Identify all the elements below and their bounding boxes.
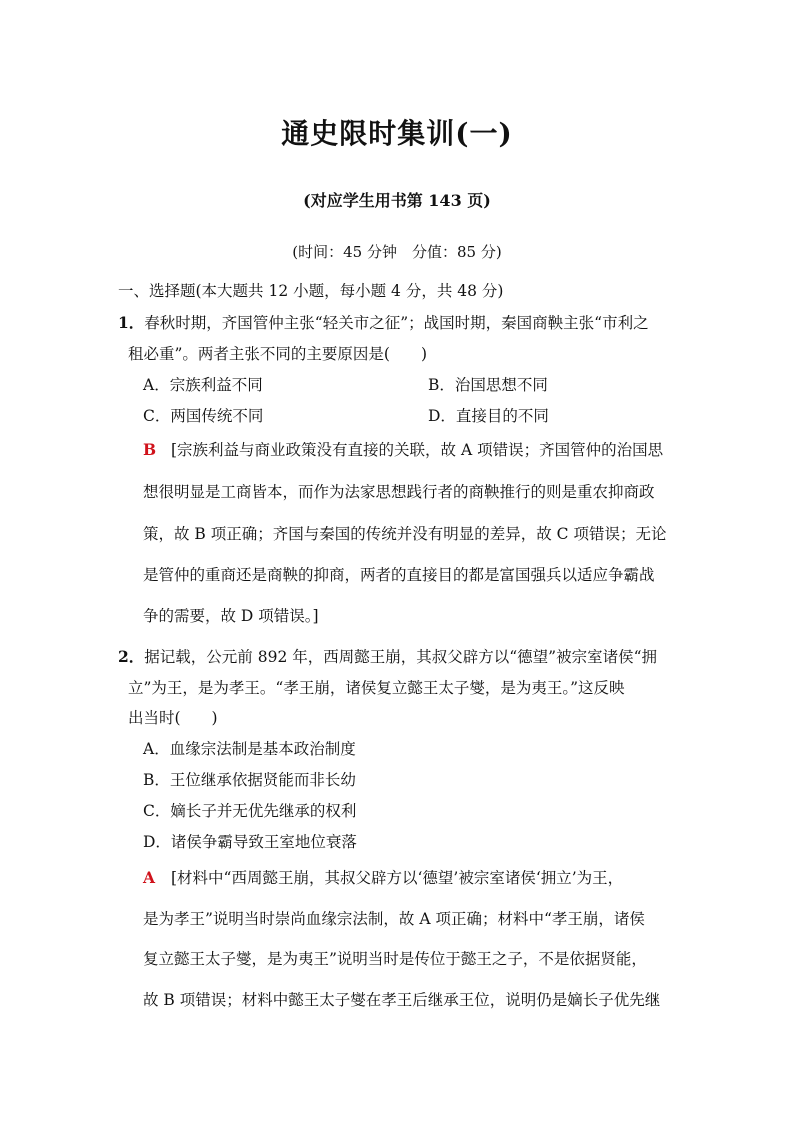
question-2-option-c: C．嫡长子并无优先继承的权利 [143, 802, 357, 820]
question-1-stem-1: 春秋时期，齐国管仲主张“轻关市之征”；战国时期，秦国商鞅主张“市利之 [144, 314, 649, 332]
question-1-option-b: B．治国思想不同 [428, 376, 548, 394]
question-2-stem-3: 出当时( ) [128, 709, 218, 727]
question-2-option-a: A．血缘宗法制是基本政治制度 [143, 740, 356, 758]
question-2-stem-2: 立”为王，是为孝王。“孝王崩，诸侯复立懿王太子燮，是为夷王。”这反映 [128, 679, 625, 697]
question-2-explanation-line-4: 故 B 项错误；材料中懿王太子燮在孝王后继承王位，说明仍是嫡长子优先继 [143, 991, 661, 1009]
question-2-explanation-line-2: 是为孝王”说明当时崇尚血缘宗法制，故 A 项正确；材料中“孝王崩，诸侯 [143, 910, 645, 928]
section-heading: 一、选择题(本大题共 12 小题，每小题 4 分，共 48 分) [118, 282, 504, 300]
page-title: 通史限时集训(一) [281, 117, 513, 150]
question-1-number: 1． [118, 313, 145, 332]
question-1-stem-2: 租必重”。两者主张不同的主要原因是( ) [128, 345, 428, 363]
explanation-text: [材料中“西周懿王崩，其叔父辟方以‘德望’被宗室诸侯‘拥立’为王， [171, 869, 624, 887]
question-2-number: 2． [118, 647, 145, 666]
question-1-line-1 [118, 311, 649, 333]
question-1-option-a: A．宗族利益不同 [143, 376, 263, 394]
question-1-explanation-line-1 [143, 438, 663, 460]
question-1-option-c: C．两国传统不同 [143, 407, 264, 425]
question-1-explanation-line-2: 想很明显是工商皆本，而作为法家思想践行者的商鞅推行的则是重农抑商政 [143, 483, 655, 501]
question-1-option-d: D．直接目的不同 [428, 407, 549, 425]
question-2-explanation-line-3: 复立懿王太子燮，是为夷王”说明当时是传位于懿王之子，不是依据贤能， [143, 950, 647, 968]
question-2-line-1 [118, 645, 657, 667]
explanation-text: [宗族利益与商业政策没有直接的关联，故 A 项错误；齐国管仲的治国思 [171, 441, 664, 459]
question-2-answer: A [143, 868, 156, 887]
time-score-info: (时间：45 分钟 分值：85 分) [292, 243, 502, 261]
question-2-explanation-line-1 [143, 866, 623, 888]
question-2-option-d: D．诸侯争霸导致王室地位衰落 [143, 833, 357, 851]
question-1-answer: B [143, 440, 157, 459]
page-subtitle: (对应学生用书第 143 页) [303, 191, 491, 210]
question-2-stem-1: 据记载，公元前 892 年，西周懿王崩，其叔父辟方以“德望”被宗室诸侯“拥 [144, 648, 658, 666]
question-1-explanation-line-4: 是管仲的重商还是商鞅的抑商，两者的直接目的都是富国强兵以适应争霸战 [143, 566, 655, 584]
question-1-explanation-line-3: 策，故 B 项正确；齐国与秦国的传统并没有明显的差异，故 C 项错误；无论 [143, 525, 667, 543]
question-1-explanation-line-5: 争的需要，故 D 项错误。] [143, 607, 319, 625]
question-2-option-b: B．王位继承依据贤能而非长幼 [143, 771, 356, 789]
